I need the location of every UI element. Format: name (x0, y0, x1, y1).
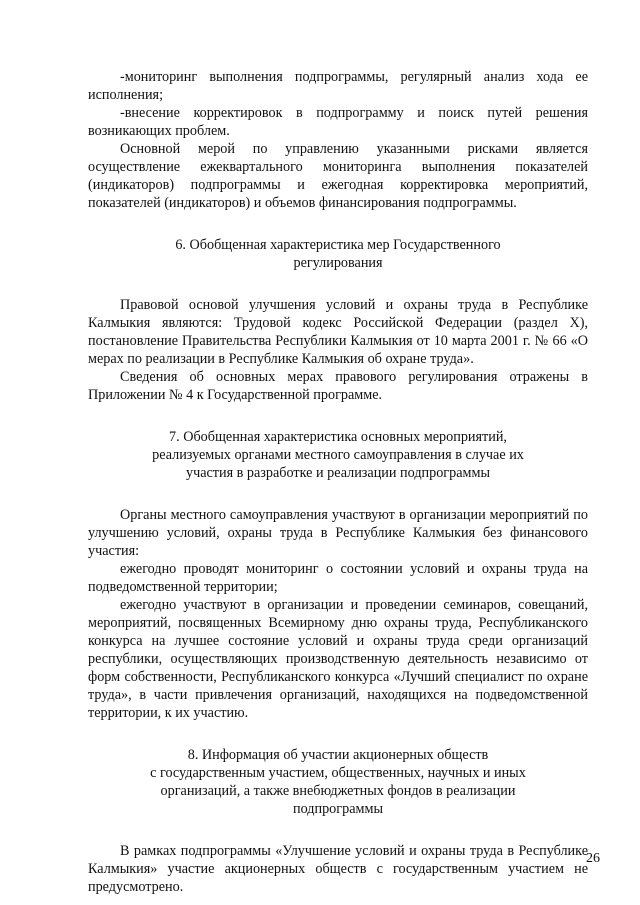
section-7-heading-line-3: участия в разработке и реализации подпрограммы (185, 465, 491, 481)
section-8-paragraph-1: В рамках подпрограммы «Улучшение условий и охраны труда в Республике Калмыкия» участие акционерных обществ с государственным участием не предусмотрено. (88, 843, 588, 895)
section-8-heading-line-4: подпрограммы (293, 801, 383, 817)
spacer (88, 272, 588, 296)
intro-item-corrections: -внесение корректировок в подпрограмму и поиск путей решения возникающих проблем. (88, 105, 588, 139)
spacer (88, 482, 588, 506)
spacer (88, 722, 588, 746)
section-8 (88, 746, 588, 896)
page-content (88, 68, 588, 896)
section-6-heading-line-2: регулирования (293, 255, 383, 271)
spacer (88, 818, 588, 842)
page-number: 26 (586, 851, 600, 866)
section-7-heading-line-1: 7. Обобщенная характеристика основных мероприятий, (169, 429, 507, 445)
section-6 (88, 236, 588, 404)
section-7 (88, 428, 588, 722)
section-7-heading-line-2: реализуемых органами местного самоуправления в случае их (152, 447, 524, 463)
intro-paragraph: Основной мерой по управлению указанными рисками является осуществление ежеквартального мониторинга выполнения показателей (индикаторов) подпрограммы и ежегодная корректировка мероприятий, показателей (индикаторов) и объемов финансирования подпрограммы. (88, 141, 588, 211)
section-7-paragraph-2: ежегодно проводят мониторинг о состоянии условий и охраны труда на подведомственной территории; (88, 561, 588, 595)
section-6-heading-line-1: 6. Обобщенная характеристика мер Государственного (175, 237, 501, 253)
section-8-heading-line-1: 8. Информация об участии акционерных обществ (187, 747, 489, 763)
spacer (88, 404, 588, 428)
intro-item-monitoring: -мониторинг выполнения подпрограммы, регулярный анализ хода ее исполнения; (88, 69, 588, 103)
section-6-paragraph-1: Правовой основой улучшения условий и охраны труда в Республике Калмыкия являются: Трудовой кодекс Российской Федерации (раздел X), постановление Правительства Республики Калмыкия от 10 марта 2001 г. № 66 «О мерах по реализации в Республике Калмыкия об охране труда». (88, 297, 588, 367)
section-7-paragraph-3: ежегодно участвуют в организации и проведении семинаров, совещаний, мероприятий, посвященных Всемирному дню охраны труда, Республиканского конкурса на лучшее состояние условий и охраны труда среди организаций республики, осуществляющих производственную деятельность независимо от форм собственности, Республиканского конкурса «Лучший специалист по охране труда», в части привлечения организаций, находящихся на подведомственной территории, к их участию. (88, 597, 588, 721)
spacer (88, 212, 588, 236)
section-7-paragraph-1: Органы местного самоуправления участвуют в организации мероприятий по улучшению условий, охраны труда в Республике Калмыкия без финансового участия: (88, 507, 588, 559)
section-8-heading-line-3: организаций, а также внебюджетных фондов в реализации (160, 783, 516, 799)
section-6-paragraph-2: Сведения об основных мерах правового регулирования отражены в Приложении № 4 к Государственной программе. (88, 369, 588, 403)
section-8-heading-line-2: с государственным участием, общественных, научных и иных (150, 765, 526, 781)
